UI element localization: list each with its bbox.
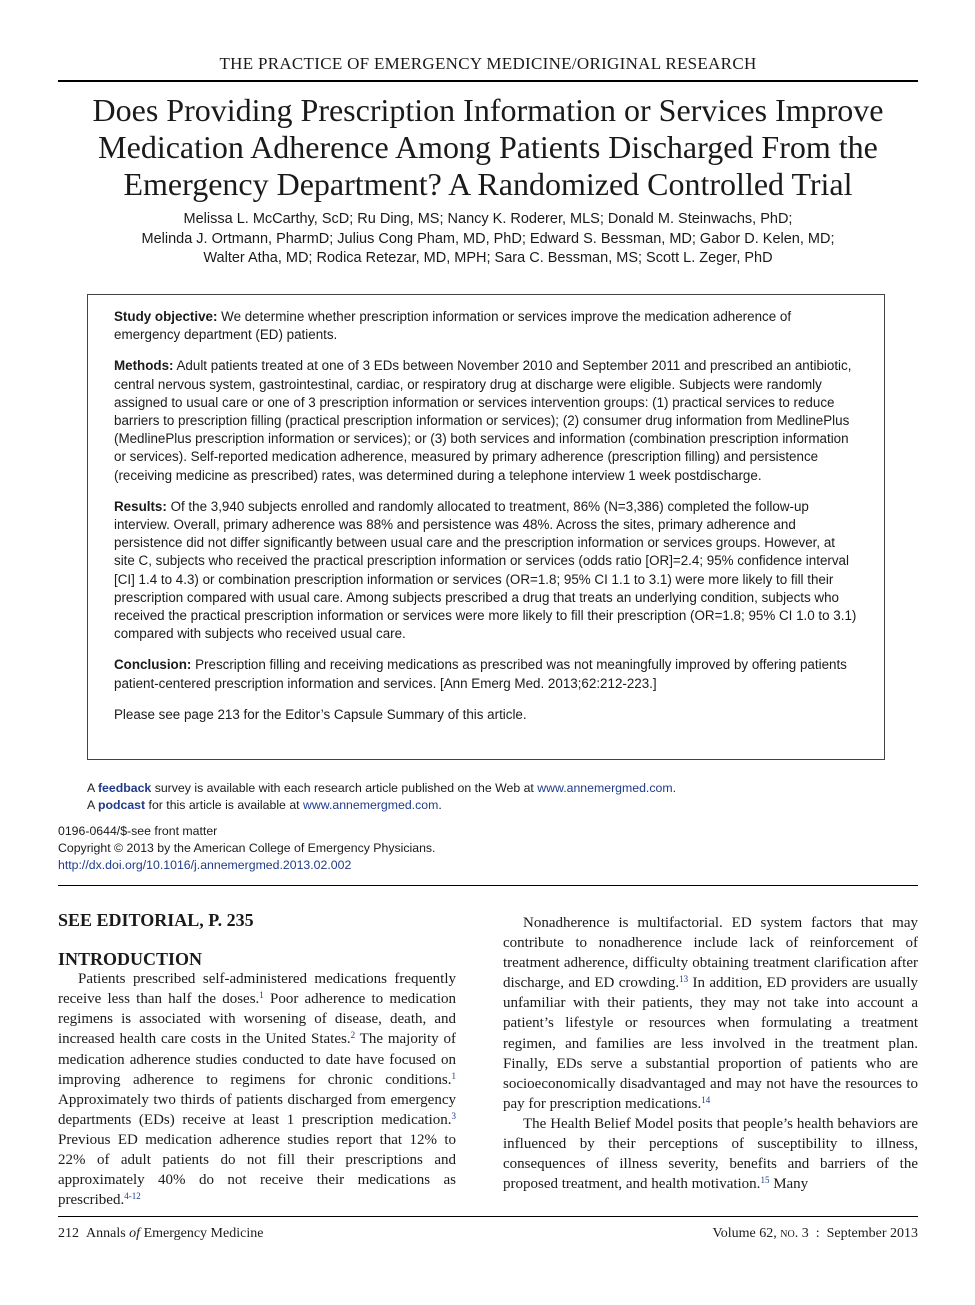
results-label: Results: bbox=[114, 498, 167, 514]
conclusion-label: Conclusion: bbox=[114, 657, 192, 673]
authors-line-3: Walter Atha, MD; Rodica Retezar, MD, MPH; Sara C. Bessman, MS; Scott L. Zeger, PhD bbox=[203, 250, 773, 266]
authors-line-2: Melinda J. Ortmann, PharmD; Julius Cong Pham, MD, PhD; Edward S. Bessman, MD; Gabor D. Kelen, MD; bbox=[141, 230, 835, 247]
results-text: Of the 3,940 subjects enrolled and randomly allocated to treatment, 86% (N=3,386) completed the follow-up interview. Overall, primary adherence was 88% and persistence was 48%. Across the sites, primary adherence and persistence did not differ significantly between usual care and the prescription information or services groups. However, at site C, subjects who received the practical prescription information or services (odds ratio [OR]=2.4; 95% confidence interval [CI] 1.4 to 4.3) or combination prescription information or services (OR=1.8; 95% CI 1.1 to 3.1) were more likely to fill their prescription compared with usual care. Among subjects prescribed a drug that treats an underlying condition, subjects who received the practical prescription information or services were more likely to fill their prescription (OR=1.8; 95% CI 1.0 to 3.1) compared with subjects who received usual care. bbox=[114, 498, 857, 642]
abstract-methods bbox=[114, 357, 858, 484]
ref-link[interactable]: 13 bbox=[679, 974, 689, 985]
p2-text-a: Nonadherence is multifactorial. ED system factors that may contribute to nonadherence include lack of reinforcement of treatment adherence, difficulty obtaining treatment clarification after discharge, and ED crowding. bbox=[503, 915, 918, 992]
methods-label: Methods: bbox=[114, 358, 174, 374]
podcast-mid: for this article is available at bbox=[145, 798, 303, 812]
podcast-url-link[interactable]: www.annemergmed.com bbox=[303, 798, 439, 812]
footer-right bbox=[712, 1226, 918, 1242]
intro-paragraph-1 bbox=[58, 969, 456, 1210]
p1-text-d: Approximately two thirds of patients discharged from emergency departments (EDs) receive at least 1 prescription medication. bbox=[58, 1091, 456, 1128]
section-header: THE PRACTICE OF EMERGENCY MEDICINE/ORIGINAL RESEARCH bbox=[219, 54, 757, 73]
issue: no. 3 bbox=[780, 1226, 809, 1241]
objective-label: Study objective: bbox=[114, 309, 218, 324]
ref-link[interactable]: 2 bbox=[350, 1030, 356, 1041]
footer-left bbox=[58, 1226, 263, 1242]
right-column bbox=[503, 913, 918, 1194]
intro-paragraph-2 bbox=[503, 913, 918, 1114]
podcast-link[interactable]: podcast bbox=[97, 798, 146, 812]
footer-rule bbox=[58, 1216, 918, 1217]
p1-text-a: Patients prescribed self-administered medications frequently receive less than half the doses. bbox=[58, 971, 456, 1008]
journal-name-b: Emergency Medicine bbox=[140, 1226, 264, 1241]
issue-date: September 2013 bbox=[826, 1226, 918, 1241]
podcast-note bbox=[87, 797, 676, 814]
ref-link[interactable]: 4-12 bbox=[124, 1191, 141, 1202]
feedback-mid: survey is available with each research article published on the Web at bbox=[151, 781, 538, 795]
objective-text: We determine whether prescription information or services improve the medication adherence of emergency department (ED) patients. bbox=[114, 309, 792, 343]
abstract-box bbox=[87, 294, 885, 760]
feedback-note bbox=[87, 780, 676, 797]
p2-text-b: In addition, ED providers are usually unfamiliar with their patients, they may not take into account a patient’s lifestyle or resources when formulating a treatment regimen, and families are less involved in the treatment plan. Finally, EDs serve a substantial proportion of patients who are socioeconomically disadvantaged and may not have the resources to pay for prescription medications. bbox=[503, 975, 918, 1112]
feedback-pre: A bbox=[87, 781, 98, 795]
p3-text-a: The Health Belief Model posits that people’s health behaviors are influenced by their perceptions of susceptibility to illness, consequences of illness severity, benefits and barriers of the proposed treatment, and health motivation. bbox=[503, 1115, 918, 1193]
doi-link[interactable]: http://dx.doi.org/10.1016/j.annemergmed.2013.02.002 bbox=[58, 858, 352, 872]
feedback-url-link[interactable]: www.annemergmed.com bbox=[537, 781, 673, 795]
authors-line-1: Melissa L. McCarthy, ScD; Ru Ding, MS; Nancy K. Roderer, MLS; Donald M. Steinwachs, PhD; bbox=[183, 211, 793, 227]
page-number: 212 bbox=[58, 1226, 79, 1241]
body-rule bbox=[58, 885, 918, 886]
left-column bbox=[58, 910, 456, 1210]
volume: Volume 62, bbox=[712, 1226, 781, 1241]
author-list bbox=[58, 210, 918, 269]
see-editorial-heading: SEE EDITORIAL, P. 235 bbox=[58, 910, 254, 930]
conclusion-text: Prescription filling and receiving medications as prescribed was not meaningfully improved by offering patients patient-centered prescription information and services. [Ann Emerg Med. 2013;62:212-223.] bbox=[114, 657, 847, 691]
ref-link[interactable]: 1 bbox=[259, 990, 264, 1001]
journal-name-of: of bbox=[129, 1226, 141, 1241]
p1-text-b: Poor adherence to medication regimens is associated with worsening of disease, death, and increased health care costs in the United States. bbox=[58, 991, 456, 1048]
journal-name-a: Annals bbox=[86, 1226, 130, 1241]
p3-text-b: Many bbox=[769, 1176, 809, 1193]
article-title: Does Providing Prescription Information or Services Improve Medication Adherence Among Patients Discharged From the Emergency Department? A Randomized Controlled Trial bbox=[92, 92, 884, 202]
ref-link[interactable]: 15 bbox=[760, 1175, 770, 1186]
header-rule bbox=[58, 80, 918, 82]
intro-paragraph-3 bbox=[503, 1114, 918, 1194]
issn: 0196-0644/$-see front matter bbox=[58, 824, 218, 838]
abstract-objective bbox=[114, 308, 858, 344]
podcast-pre: A bbox=[87, 798, 98, 812]
feedback-end: . bbox=[672, 781, 676, 795]
front-matter bbox=[58, 823, 435, 874]
abstract-conclusion bbox=[114, 656, 858, 692]
web-notes bbox=[87, 780, 676, 814]
copyright: Copyright © 2013 by the American College of Emergency Physicians. bbox=[58, 841, 436, 855]
p1-text-e: Previous ED medication adherence studies report that 12% to 22% of adult patients do not fill their prescriptions and approximately 40% do not receive their medications as prescribed. bbox=[58, 1131, 456, 1209]
feedback-link[interactable]: feedback bbox=[97, 781, 152, 795]
ref-link[interactable]: 3 bbox=[451, 1110, 456, 1121]
introduction-heading: INTRODUCTION bbox=[58, 949, 203, 970]
p1-text-c: The majority of medication adherence studies conducted to date have focused on improving adherence to regimens for chronic conditions. bbox=[58, 1031, 456, 1088]
capsule-note: Please see page 213 for the Editor’s Capsule Summary of this article. bbox=[114, 706, 527, 722]
ref-link[interactable]: 1 bbox=[451, 1070, 456, 1081]
abstract-results bbox=[114, 498, 858, 644]
footer-separator: : bbox=[808, 1226, 827, 1241]
ref-link[interactable]: 14 bbox=[701, 1094, 711, 1105]
methods-text: Adult patients treated at one of 3 EDs between November 2010 and September 2011 and prescribed an antibiotic, central nervous system, gastrointestinal, cardiac, or respiratory drug at discharge were eligible. Subjects were randomly assigned to usual care or one of 3 prescription information or services intervention groups: (1) practical services to reduce barriers to prescription filling (practical prescription information or services); (2) consumer drug information from MedlinePlus (MedlinePlus prescription information or services); or (3) both services and information (combination prescription information or services). Self-reported medication adherence, measured by primary adherence (prescription filling) and persistence (receiving medicine as prescribed) rates, was determined during a telephone interview 1 week postdischarge. bbox=[114, 358, 852, 483]
podcast-end: . bbox=[438, 798, 442, 812]
